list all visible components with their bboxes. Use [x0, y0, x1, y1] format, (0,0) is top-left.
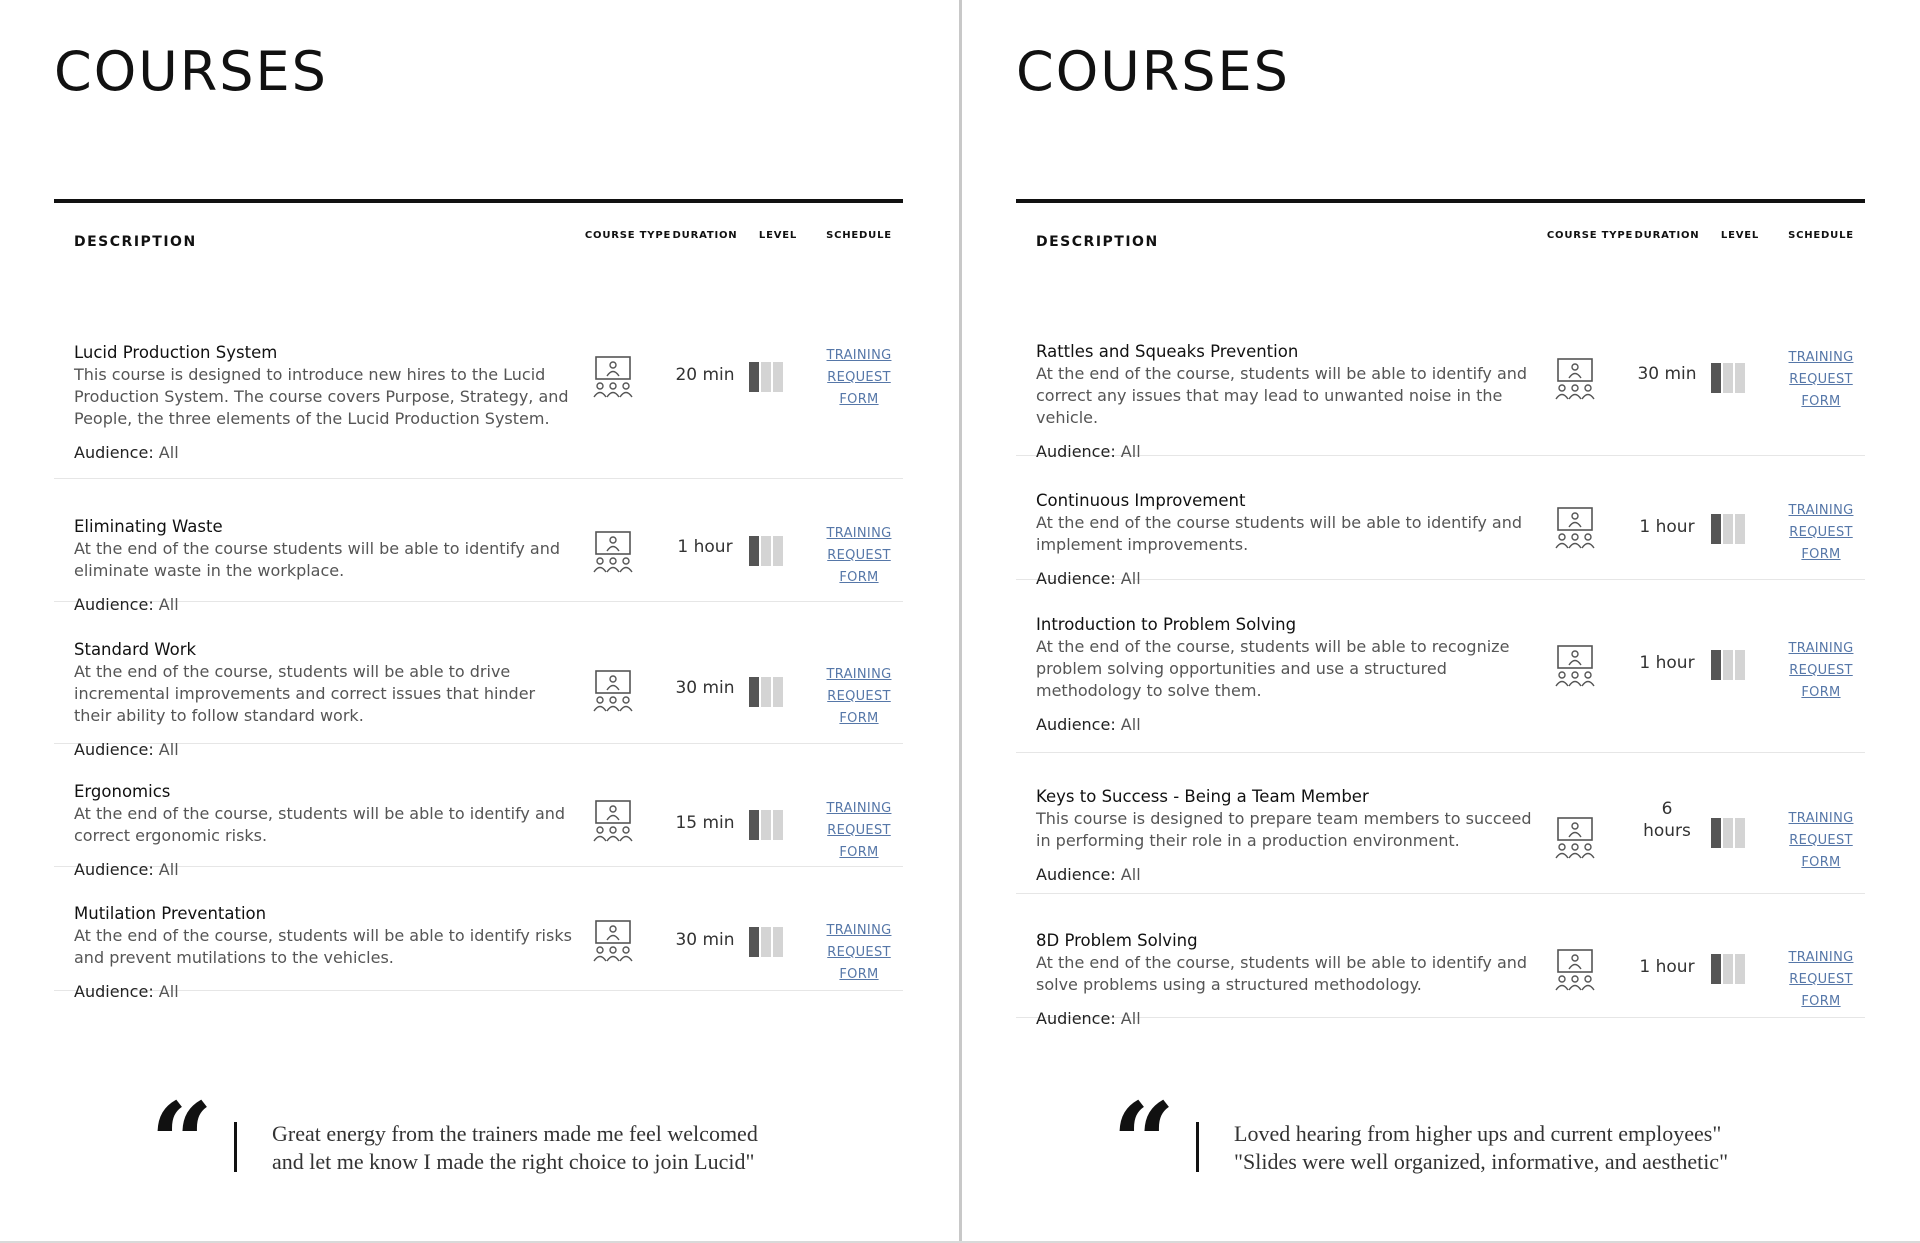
header-description: DESCRIPTION [74, 234, 197, 250]
header-course-type: COURSE TYPE [584, 230, 672, 241]
page-title: COURSES [1016, 40, 1290, 103]
course-description-cell [74, 516, 574, 616]
course-description: At the end of the course, students will be able to identify and correct ergonomic risks. [74, 804, 566, 845]
audience-label: Audience: [1036, 442, 1116, 461]
course-name: Standard Work [74, 640, 197, 659]
quote-line-1: Loved hearing from higher ups and current employees" [1234, 1121, 1722, 1146]
course-description-cell [1036, 490, 1536, 590]
course-name: Introduction to Problem Solving [1036, 615, 1297, 634]
header-level: LEVEL [1720, 230, 1760, 241]
course-row [1016, 894, 1865, 1028]
course-duration: 1 hour [1639, 957, 1695, 977]
level-bar [761, 927, 771, 957]
course-description-cell [1036, 341, 1536, 463]
course-description: At the end of the course, students will be able to identify and solve problems using a structured methodology. [1036, 953, 1528, 994]
header-level: LEVEL [758, 230, 798, 241]
course-row [54, 285, 903, 479]
level-bars-icon [749, 536, 789, 566]
course-row [54, 744, 903, 879]
header-duration: DURATION [1634, 230, 1700, 241]
audience-label: Audience: [74, 443, 154, 462]
audience-label: Audience: [74, 860, 154, 879]
level-bar [773, 927, 783, 957]
course-description: This course is designed to introduce new hires to the Lucid Production System. The course covers Purpose, Strategy, and People, the three elements of the Lucid Production System. [74, 365, 569, 428]
course-name: Keys to Success - Being a Team Member [1036, 787, 1369, 806]
audience-label: Audience: [1036, 569, 1116, 588]
level-bar [1711, 514, 1721, 544]
level-bars-icon [1711, 650, 1751, 680]
training-request-form-link[interactable]: TRAINING REQUEST FORM [826, 801, 892, 860]
audience-value: All [1120, 865, 1141, 884]
level-bar [1711, 954, 1721, 984]
course-audience [74, 442, 574, 464]
training-request-form-link[interactable]: TRAINING REQUEST FORM [1788, 503, 1854, 562]
course-description: At the end of the course students will be able to identify and implement improvements. [1036, 513, 1522, 554]
course-description: At the end of the course, students will be able to identify and correct any issues that may lead to unwanted noise in the vehicle. [1036, 364, 1528, 427]
course-description-cell [74, 903, 574, 1003]
course-row [1016, 753, 1865, 894]
header-duration: DURATION [672, 230, 738, 241]
training-request-form-link[interactable]: TRAINING REQUEST FORM [826, 348, 892, 407]
training-request-form-link[interactable]: TRAINING REQUEST FORM [826, 923, 892, 982]
classroom-icon [1554, 644, 1596, 688]
course-duration: 20 min [675, 365, 735, 385]
level-bar [1735, 650, 1745, 680]
level-bars-icon [1711, 363, 1751, 393]
level-bar [1711, 818, 1721, 848]
course-description: At the end of the course students will be able to identify and eliminate waste in the workplace. [74, 539, 560, 580]
audience-value: All [1120, 1009, 1141, 1028]
course-type-cell [1554, 948, 1596, 992]
course-name: Rattles and Squeaks Prevention [1036, 342, 1299, 361]
page-title: COURSES [54, 40, 328, 103]
level-bar [749, 927, 759, 957]
level-bar [761, 536, 771, 566]
course-description: At the end of the course, students will be able to identify risks and prevent mutilations to the vehicles. [74, 926, 572, 967]
course-type-cell [592, 355, 634, 399]
course-description: At the end of the course, students will be able to recognize problem solving opportunities and use a structured methodology to solve them. [1036, 637, 1510, 700]
audience-value: All [1120, 715, 1141, 734]
training-request-form-link[interactable]: TRAINING REQUEST FORM [1788, 350, 1854, 409]
level-bar [749, 810, 759, 840]
classroom-icon [1554, 357, 1596, 401]
header-schedule: SCHEDULE [1788, 230, 1854, 241]
audience-label: Audience: [74, 595, 154, 614]
audience-label: Audience: [74, 740, 154, 759]
level-bars-icon [749, 362, 789, 392]
course-duration: 6 hours [1643, 799, 1691, 841]
audience-label: Audience: [1036, 865, 1116, 884]
audience-value: All [158, 860, 179, 879]
level-bar [1723, 818, 1733, 848]
classroom-icon [1554, 816, 1596, 860]
quote-divider [1196, 1122, 1199, 1172]
course-description-cell [1036, 786, 1536, 886]
course-row [1016, 580, 1865, 753]
level-bars-icon [749, 927, 789, 957]
classroom-icon [1554, 506, 1596, 550]
course-audience [1036, 714, 1536, 736]
page-right [962, 0, 1920, 1243]
course-type-cell [592, 530, 634, 574]
course-duration: 1 hour [1639, 517, 1695, 537]
header-course-type: COURSE TYPE [1546, 230, 1634, 241]
level-bar [1735, 818, 1745, 848]
course-type-cell [1554, 816, 1596, 860]
level-bar [1723, 363, 1733, 393]
course-type-cell [1554, 357, 1596, 401]
classroom-icon [592, 669, 634, 713]
courses-table [54, 199, 903, 1001]
quote-mark-icon: “ [150, 1078, 214, 1207]
level-bar [749, 677, 759, 707]
quote-text [1234, 1120, 1794, 1176]
course-type-cell [592, 799, 634, 843]
audience-label: Audience: [1036, 715, 1116, 734]
course-audience [1036, 1008, 1536, 1030]
course-description-cell [74, 781, 574, 881]
course-description-cell [74, 342, 574, 464]
course-description: This course is designed to prepare team members to succeed in performing their role in a production environment. [1036, 809, 1532, 850]
testimonial-quote [150, 1078, 910, 1207]
course-name: Eliminating Waste [74, 517, 223, 536]
level-bars-icon [749, 810, 789, 840]
training-request-form-link[interactable]: TRAINING REQUEST FORM [1788, 641, 1854, 700]
quote-line-2: and let me know I made the right choice to join Lucid" [272, 1149, 755, 1174]
level-bar [773, 536, 783, 566]
classroom-icon [592, 799, 634, 843]
course-description-cell [1036, 930, 1536, 1030]
level-bar [761, 677, 771, 707]
quote-line-2: "Slides were well organized, informative, and aesthetic" [1234, 1149, 1729, 1174]
course-name: Lucid Production System [74, 343, 278, 362]
level-bar [1723, 650, 1733, 680]
quote-text [272, 1120, 832, 1176]
audience-label: Audience: [74, 982, 154, 1001]
course-row [54, 479, 903, 614]
header-description: DESCRIPTION [1036, 234, 1159, 250]
level-bar [773, 677, 783, 707]
level-bar [761, 810, 771, 840]
header-schedule: SCHEDULE [826, 230, 892, 241]
audience-value: All [158, 443, 179, 462]
level-bars-icon [1711, 514, 1751, 544]
level-bar [749, 362, 759, 392]
training-request-form-link[interactable]: TRAINING REQUEST FORM [1788, 811, 1854, 870]
course-row [54, 867, 903, 1001]
course-duration: 15 min [675, 813, 735, 833]
audience-value: All [158, 982, 179, 1001]
audience-label: Audience: [1036, 1009, 1116, 1028]
course-type-cell [592, 669, 634, 713]
level-bars-icon [749, 677, 789, 707]
page-left [0, 0, 959, 1243]
quote-divider [234, 1122, 237, 1172]
level-bar [1735, 363, 1745, 393]
audience-value: All [1120, 569, 1141, 588]
course-type-cell [1554, 506, 1596, 550]
level-bar [761, 362, 771, 392]
course-description-cell [74, 639, 574, 761]
course-name: Continuous Improvement [1036, 491, 1246, 510]
courses-table [1016, 199, 1865, 1028]
course-row [54, 602, 903, 759]
quote-mark-icon: “ [1112, 1078, 1176, 1207]
course-name: Mutilation Preventation [74, 904, 267, 923]
course-duration: 30 min [675, 678, 735, 698]
course-row [1016, 456, 1865, 588]
level-bars-icon [1711, 818, 1751, 848]
classroom-icon [592, 355, 634, 399]
testimonial-quote [1112, 1078, 1872, 1207]
level-bar [1735, 954, 1745, 984]
course-name: Ergonomics [74, 782, 171, 801]
course-audience [74, 981, 574, 1003]
training-request-form-link[interactable]: TRAINING REQUEST FORM [826, 526, 892, 585]
level-bar [1723, 514, 1733, 544]
training-request-form-link[interactable]: TRAINING REQUEST FORM [826, 667, 892, 726]
course-type-cell [592, 919, 634, 963]
quote-line-1: Great energy from the trainers made me feel welcomed [272, 1121, 758, 1146]
level-bar [1711, 363, 1721, 393]
table-header [54, 203, 903, 285]
level-bar [749, 536, 759, 566]
training-request-form-link[interactable]: TRAINING REQUEST FORM [1788, 950, 1854, 1009]
audience-value: All [1120, 442, 1141, 461]
course-duration: 1 hour [677, 537, 733, 557]
course-description: At the end of the course, students will be able to drive incremental improvements and correct issues that hinder their ability to follow standard work. [74, 662, 536, 725]
level-bar [1723, 954, 1733, 984]
course-duration: 30 min [1637, 364, 1697, 384]
course-type-cell [1554, 644, 1596, 688]
level-bars-icon [1711, 954, 1751, 984]
classroom-icon [592, 919, 634, 963]
course-audience [1036, 864, 1536, 886]
level-bar [1735, 514, 1745, 544]
course-duration: 1 hour [1639, 653, 1695, 673]
level-bar [773, 810, 783, 840]
audience-value: All [158, 595, 179, 614]
classroom-icon [1554, 948, 1596, 992]
level-bar [1711, 650, 1721, 680]
level-bar [773, 362, 783, 392]
course-row [1016, 285, 1865, 461]
audience-value: All [158, 740, 179, 759]
course-name: 8D Problem Solving [1036, 931, 1198, 950]
classroom-icon [592, 530, 634, 574]
course-duration: 30 min [675, 930, 735, 950]
table-header [1016, 203, 1865, 285]
course-description-cell [1036, 614, 1536, 736]
